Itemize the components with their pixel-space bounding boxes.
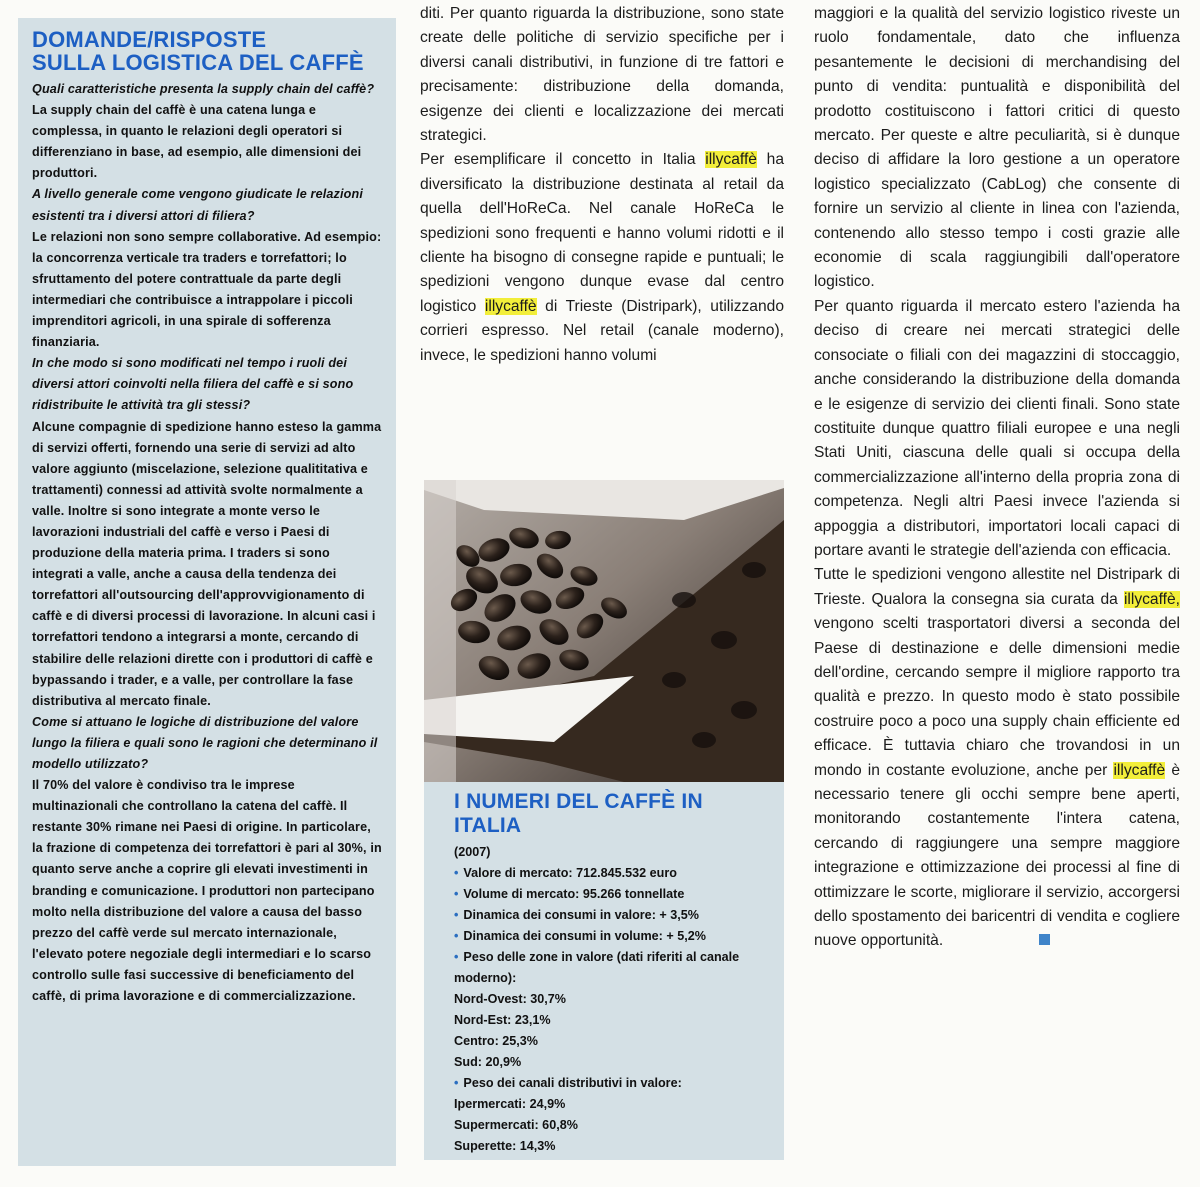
paragraph — [420, 148, 784, 368]
qa-block — [32, 353, 384, 712]
stat-item: • Dinamica dei consumi in volume: + 5,2% — [454, 926, 774, 947]
stat-item: • Peso delle zone in valore (dati riferiti al canale moderno): — [454, 947, 774, 989]
box-title: I NUMERI DEL CAFFÈ IN ITALIA — [454, 790, 703, 837]
article-column-2 — [420, 2, 784, 368]
text-run: di Trieste (Distripark), utilizzando corrieri espresso. Nel retail (canale moderno), invece, le spedizioni hanno volumi — [420, 297, 784, 364]
sidebar-title-line-1: DOMANDE/RISPOSTE — [32, 27, 267, 52]
box-year: (2007) — [454, 845, 491, 859]
channel-item: Supermercati: 60,8% — [454, 1118, 578, 1132]
brand-highlight: illycaffè, — [1123, 590, 1180, 608]
answer: Il 70% del valore è condiviso tra le imprese multinazionali che controllano la catena del caffè. Il restante 30% rimane nei Paesi di origine. In particolare, la frazione di competenza dei torrefattori è pari al 30%, in quanto serve anche a coprire gli elevati investimenti in branding e comunicazione. I produttori non partecipano molto nella distribuzione del valore a causa del basso prezzo del caffè verde sul mercato internazionale, l'elevato potere negoziale degli intermediari e lo scarso controllo sulle fasi successive di beneficiamento del caffè, di prima lavorazione e di commercializzazione. — [32, 778, 382, 1004]
paragraph: diti. Per quanto riguarda la distribuzione, sono state create delle politiche di servizio specifiche per i diversi canali distributivi, in funzione di tre fattori e precisamente: distribuzione della domanda, esigenze dei clienti e localizzazione dei mercati strategici. — [420, 5, 784, 145]
stat-item: • Dinamica dei consumi in valore: + 3,5% — [454, 905, 774, 926]
question: In che modo si sono modificati nel tempo i ruoli dei diversi attori coinvolti nella filiera del caffè e si sono ridistribuite le attività tra gli stessi? — [32, 356, 354, 413]
coffee-beans-image — [424, 480, 784, 782]
zone-item: Sud: 20,9% — [454, 1055, 522, 1069]
sidebar-body — [32, 79, 384, 1007]
question: A livello generale come vengono giudicate le relazioni esistenti tra i diversi attori di filiera? — [32, 187, 363, 223]
end-of-article-square-icon — [1039, 934, 1050, 945]
channels-label: • Peso dei canali distributivi in valore: — [454, 1073, 774, 1094]
stat-item: • Volume di mercato: 95.266 tonnellate — [454, 884, 774, 905]
article-column-3 — [814, 2, 1180, 954]
text-run: Per esemplificare il concetto in Italia — [420, 151, 706, 169]
qa-block — [32, 184, 384, 353]
text-run: Tutte le spedizioni vengono allestite nel Distripark di Trieste. Qualora la consegna sia curata da — [814, 566, 1180, 608]
question: Come si attuano le logiche di distribuzione del valore lungo la filiera e quali sono le ragioni che determinano il modello utilizzato? — [32, 714, 378, 771]
paragraph: Per quanto riguarda il mercato estero l'azienda ha deciso di creare nei mercati strategici delle consociate o filiali con dei magazzini di stoccaggio, anche considerando la distribuzione della domanda e le esigenze di servizio dei clienti finali. Sono state costituite dunque quattro filiali europee e una negli Stati Uniti, ciascuna delle quali si occupa della commercializzazione all'interno della propria zona di competenza. Negli altri Paesi invece l'azienda si appoggia a distributori, importatori locali capaci di portare avanti le strategie dell'azienda con efficacia. — [814, 297, 1180, 559]
brand-highlight: illycaffè — [705, 151, 757, 169]
sidebar-title — [32, 28, 384, 74]
qa-sidebar — [18, 18, 396, 1166]
zone-item: Nord-Est: 23,1% — [454, 1013, 551, 1027]
coffee-numbers-box — [424, 782, 784, 1160]
paragraph — [814, 563, 1180, 954]
text-run: vengono scelti trasportatori diversi a seconda del Paese di destinazione e delle dimensioni medie dell'ordine, cercando sempre il migliore rapporto tra qualità e prezzo. In questo modo è stato possibile costruire poco a poco una supply chain efficiente ed efficace. È tuttavia chiaro che trovandosi in un mondo in costante evoluzione, anche per — [814, 615, 1180, 779]
zone-item: Centro: 25,3% — [454, 1034, 538, 1048]
text-run: ha diversificato la distribuzione destinata al retail da quella dell'HoReCa. Nel canale HoReCa le spedizioni sono frequenti e hanno volumi ridotti e il cliente ha bisogno di consegne rapide e puntuali; le spedizioni vengono dunque evase dal centro logistico — [420, 151, 784, 315]
sidebar-title-line-2: SULLA LOGISTICA DEL CAFFÈ — [32, 50, 364, 75]
answer: La supply chain del caffè è una catena lunga e complessa, in quanto le relazioni degli operatori si differenziano in base, ad esempio, alle dimensioni dei produttori. — [32, 103, 362, 181]
text-run: è necessario tenere gli occhi sempre bene aperti, monitorando costantemente l'intera catena, cercando di raggiungere una sempre maggiore integrazione e ottimizzazione dei processi al fine di ottimizzare le scorte, migliorare il servizio, accorgersi dello spostamento dei baricentri di vendita e cogliere nuove opportunità. — [814, 761, 1180, 950]
box-body — [454, 842, 774, 1157]
channel-item: Ipermercati: 24,9% — [454, 1097, 566, 1111]
question: Quali caratteristiche presenta la supply chain del caffè? — [32, 82, 375, 96]
qa-block — [32, 712, 384, 1007]
channel-item: Superette: 14,3% — [454, 1139, 556, 1153]
answer: Alcune compagnie di spedizione hanno esteso la gamma di servizi offerti, fornendo una serie di servizi ad alto valore aggiunto (miscelazione, selezione qualititativa e trattamenti) connessi ad attività svolte normalmente a valle. Inoltre si sono integrate a monte verso le lavorazioni industriali del caffè e verso i Paesi di produzione della materia prima. I traders si sono integrati a valle, anche a causa della tendenza dei torrefattori all'outsourcing dell'approvvigionamento di caffè e di diversi processi di lavorazione. In alcuni casi i torrefattori tendono a integrarsi a monte, cercando di stabilire delle relazioni dirette con i produttori di caffè e bypassando i trader, e a valle, per controllare la fase distributiva al mercato finale. — [32, 419, 382, 708]
stat-item: • Valore di mercato: 712.845.532 euro — [454, 863, 774, 884]
qa-block — [32, 79, 384, 184]
brand-highlight: illycaffè — [484, 297, 537, 315]
answer: Le relazioni non sono sempre collaborative. Ad esempio: la concorrenza verticale tra traders e torrefattori; lo sfruttamento del potere contrattuale da parte degli intermediari che contribuisce a intrappolare i piccoli imprenditori agricoli, in una spirale di sofferenza finanziaria. — [32, 229, 382, 350]
brand-highlight: illycaffè — [1113, 761, 1166, 779]
zone-item: Nord-Ovest: 30,7% — [454, 992, 566, 1006]
coffee-beans-photo — [424, 480, 784, 782]
paragraph: maggiori e la qualità del servizio logistico riveste un ruolo fondamentale, dato che influenza pesantemente le decisioni di merchandising del punto di vendita: puntualità e disponibilità del prodotto costituiscono i fattori critici di questo mercato. Per queste e altre peculiarità, si è dunque deciso di affidare la loro gestione a un operatore logistico specializzato (CabLog) che consente di fornire un servizio al cliente in linea con l'azienda, contenendo allo stesso tempo i costi grazie alle economie di scala raggiungibili dall'operatore logistico. — [814, 5, 1180, 291]
